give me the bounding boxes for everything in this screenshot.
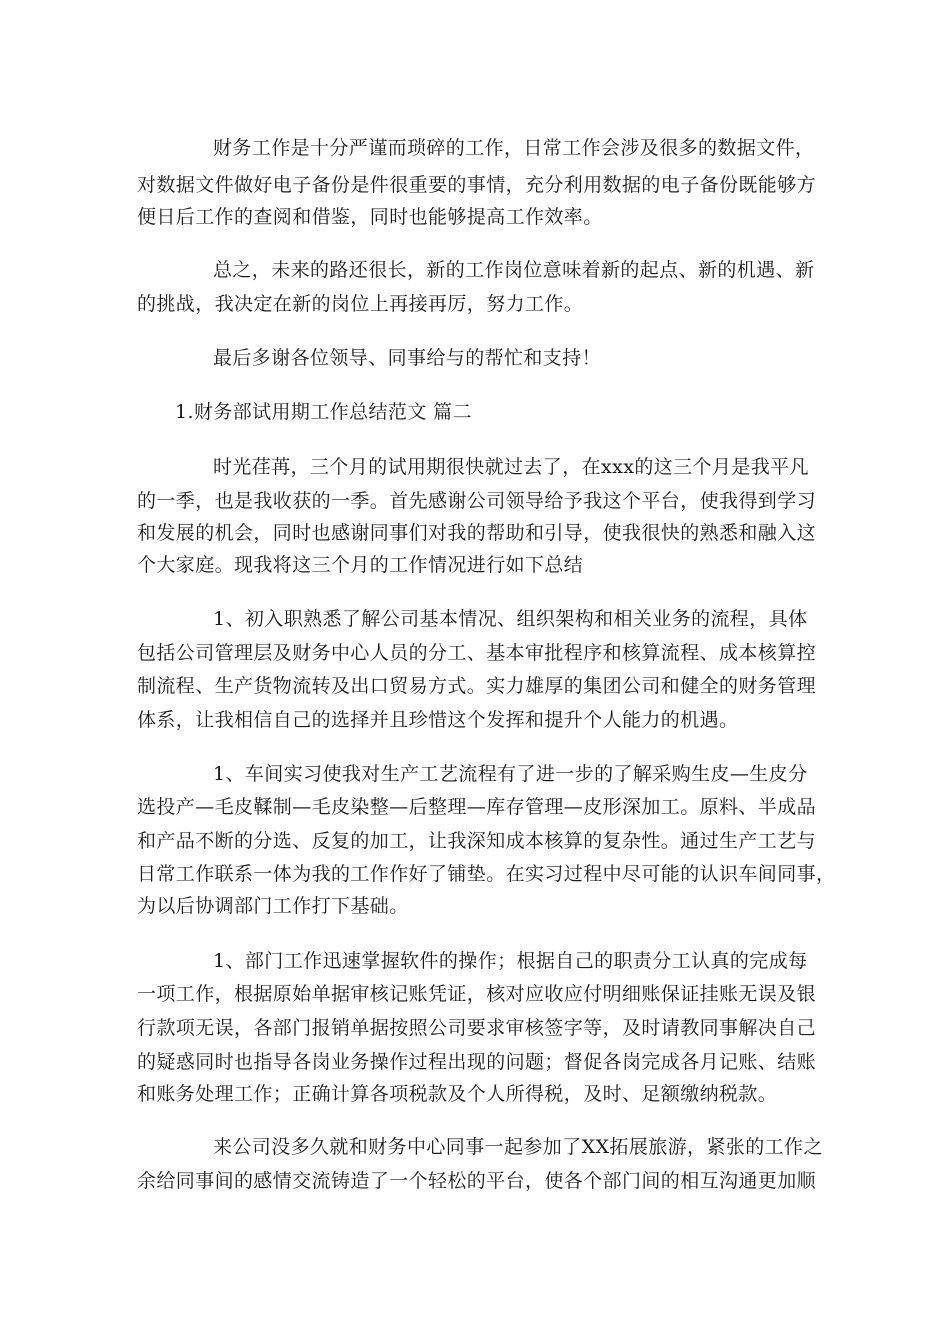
paragraph-line: 和账务处理工作；正确计算各项税款及个人所得税，及时、足额缴纳税款。 bbox=[137, 1083, 778, 1105]
paragraph-line: 的一季，也是我收获的一季。首先感谢公司领导给予我这个平台，使我得到学习 bbox=[137, 490, 817, 512]
paragraph-line: 体系，让我相信自己的选择并且珍惜这个发挥和提升个人能力的机遇。 bbox=[137, 709, 739, 731]
paragraph-line: 和发展的机会，同时也感谢同事们对我的帮助和引导，使我很快的熟悉和融入这 bbox=[137, 522, 817, 544]
paragraph-line: 1、部门工作迅速掌握软件的操作；根据自己的职责分工认真的完成每 bbox=[213, 950, 808, 972]
paragraph-line: 财务工作是十分严谨而琐碎的工作，日常工作会涉及很多的数据文件， bbox=[213, 137, 815, 159]
paragraph-line: 行款项无误，各部门报销单据按照公司要求审核签字等，及时请教同事解决自己 bbox=[137, 1017, 817, 1039]
paragraph-line: 便日后工作的查阅和借鉴，同时也能够提高工作效率。 bbox=[137, 206, 603, 228]
paragraph-line: 制流程、生产货物流转及出口贸易方式。实力雄厚的集团公司和健全的财务管理 bbox=[137, 675, 817, 697]
paragraph-line: 总之，未来的路还很长，新的工作岗位意味着新的起点、新的机遇、新 bbox=[213, 259, 815, 281]
paragraph-line: 的挑战，我决定在新的岗位上再接再厉，努力工作。 bbox=[137, 293, 584, 315]
paragraph-line: 和产品不断的分选、反复的加工，让我深知成本核算的复杂性。通过生产工艺与 bbox=[137, 830, 817, 852]
paragraph-line: 的疑惑同时也指导各岗业务操作过程出现的问题；督促各岗完成各月记账、结账 bbox=[137, 1051, 817, 1073]
paragraph-line: 一项工作，根据原始单据审核记账凭证，核对应收应付明细账保证挂账无误及银 bbox=[137, 983, 817, 1005]
paragraph-line: 来公司没多久就和财务中心同事一起参加了XX拓展旅游，紧张的工作之 bbox=[213, 1136, 823, 1158]
paragraph-line: 包括公司管理层及财务中心人员的分工、基本审批程序和核算流程、成本核算控 bbox=[137, 642, 817, 664]
paragraph-line: 时光荏苒，三个月的试用期很快就过去了，在xxx的这三个月是我平凡 bbox=[213, 456, 809, 478]
paragraph-line: 1、初入职熟悉了解公司基本情况、组织架构和相关业务的流程，具体 bbox=[213, 608, 808, 630]
paragraph-line: 选投产—毛皮鞣制—毛皮染整—后整理—库存管理—皮形深加工。原料、半成品 bbox=[137, 796, 817, 818]
paragraph-line: 对数据文件做好电子备份是件很重要的事情，充分利用数据的电子备份既能够方 bbox=[137, 174, 817, 196]
paragraph-line: 为以后协调部门工作打下基础。 bbox=[137, 895, 409, 917]
paragraph-line: 1、车间实习使我对生产工艺流程有了进一步的了解采购生皮—生皮分 bbox=[213, 763, 808, 785]
paragraph-line: 最后多谢各位领导、同事给与的帮忙和支持！ bbox=[213, 347, 602, 369]
paragraph-line: 日常工作联系一体为我的工作作好了铺垫。在实习过程中尽可能的认识车间同事， bbox=[137, 863, 836, 885]
section-heading: 1.财务部试用期工作总结范文 篇二 bbox=[175, 401, 472, 423]
paragraph-line: 余给同事间的感情交流铸造了一个轻松的平台，使各个部门间的相互沟通更加顺 bbox=[137, 1170, 817, 1192]
paragraph-line: 个大家庭。现我将这三个月的工作情况进行如下总结 bbox=[137, 554, 584, 576]
